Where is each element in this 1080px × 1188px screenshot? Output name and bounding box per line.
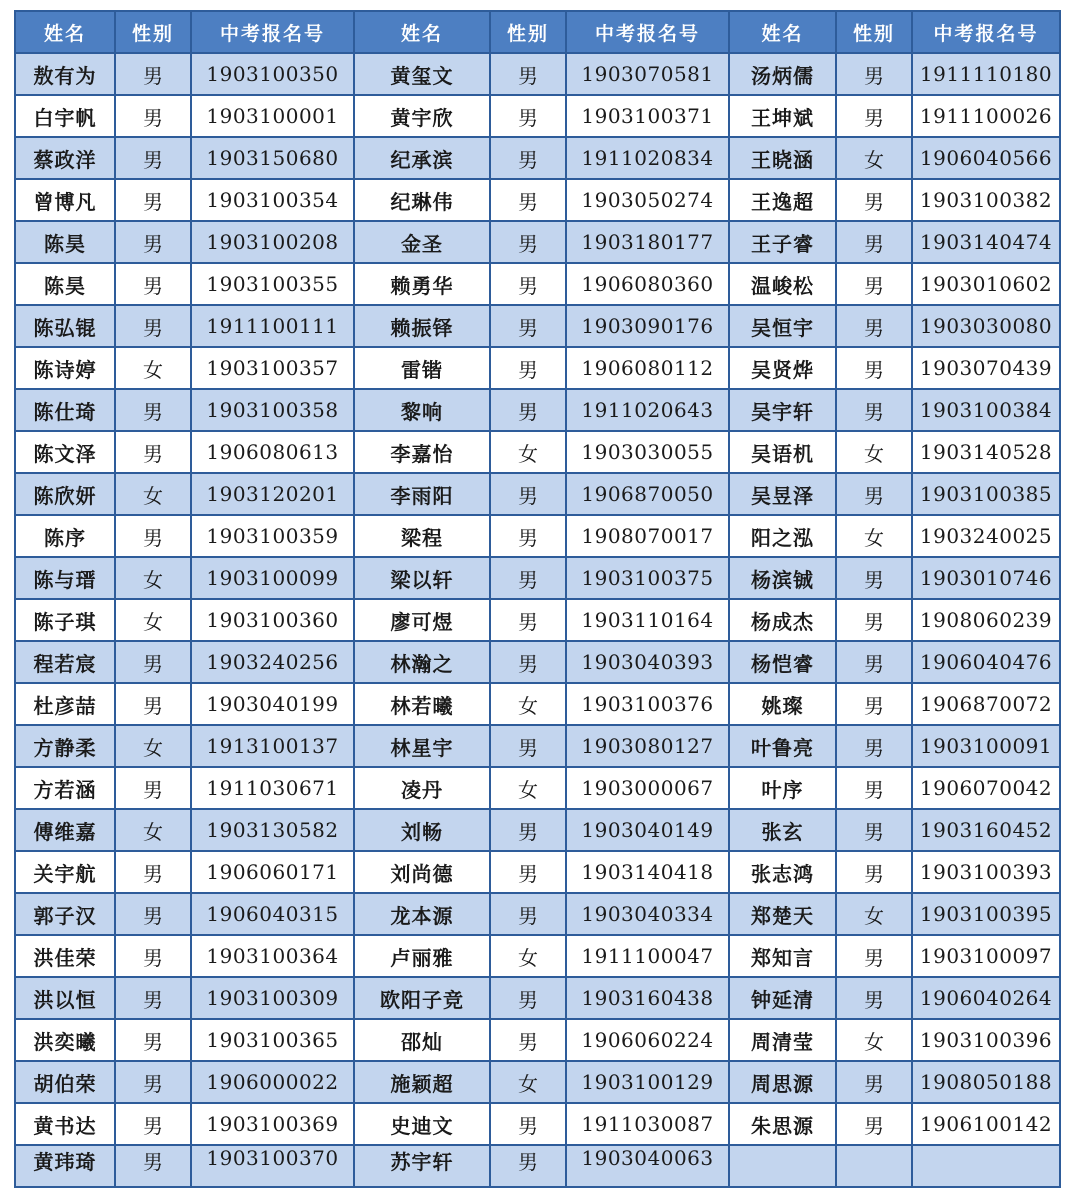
student-name-cell: 黄玺文 — [354, 53, 490, 95]
exam-number-cell: 1906040566 — [912, 137, 1060, 179]
exam-number-cell: 1903100309 — [191, 977, 354, 1019]
gender-cell: 男 — [490, 389, 566, 431]
student-name-cell: 李雨阳 — [354, 473, 490, 515]
gender-cell: 男 — [490, 641, 566, 683]
table-row — [15, 137, 1060, 179]
gender-cell: 男 — [836, 389, 912, 431]
student-name-cell: 陈文泽 — [15, 431, 115, 473]
student-name-cell: 卢丽雅 — [354, 935, 490, 977]
header-gender-2: 性别 — [490, 11, 566, 53]
exam-number-cell: 1903100354 — [191, 179, 354, 221]
exam-number-cell: 1903240025 — [912, 515, 1060, 557]
student-name-cell: 刘畅 — [354, 809, 490, 851]
exam-number-cell: 1908070017 — [566, 515, 729, 557]
exam-number-cell: 1903100376 — [566, 683, 729, 725]
student-name-cell: 黄玮琦 — [15, 1145, 115, 1187]
student-name-cell: 纪琳伟 — [354, 179, 490, 221]
table-row — [15, 1019, 1060, 1061]
gender-cell: 女 — [490, 431, 566, 473]
student-name-cell: 王晓涵 — [729, 137, 836, 179]
header-exam-number-2: 中考报名号 — [566, 11, 729, 53]
gender-cell: 男 — [490, 977, 566, 1019]
exam-number-cell: 1903140418 — [566, 851, 729, 893]
exam-number-cell: 1903100350 — [191, 53, 354, 95]
student-name-cell: 洪奕曦 — [15, 1019, 115, 1061]
gender-cell: 男 — [490, 1103, 566, 1145]
gender-cell: 女 — [115, 809, 191, 851]
gender-cell: 男 — [115, 893, 191, 935]
exam-number-cell: 1903070581 — [566, 53, 729, 95]
student-name-cell: 陈序 — [15, 515, 115, 557]
header-name-2: 姓名 — [354, 11, 490, 53]
gender-cell: 男 — [490, 599, 566, 641]
student-name-cell: 周思源 — [729, 1061, 836, 1103]
student-name-cell: 赖勇华 — [354, 263, 490, 305]
table-row — [15, 347, 1060, 389]
student-name-cell: 吴宇轩 — [729, 389, 836, 431]
gender-cell: 男 — [490, 725, 566, 767]
exam-number-cell: 1903240256 — [191, 641, 354, 683]
student-name-cell: 林星宇 — [354, 725, 490, 767]
gender-cell: 男 — [836, 95, 912, 137]
exam-number-cell: 1911020643 — [566, 389, 729, 431]
exam-number-cell: 1911100047 — [566, 935, 729, 977]
student-name-cell: 金圣 — [354, 221, 490, 263]
exam-number-cell: 1903140528 — [912, 431, 1060, 473]
student-name-cell: 杜彦喆 — [15, 683, 115, 725]
student-name-cell: 姚璨 — [729, 683, 836, 725]
gender-cell: 男 — [836, 1103, 912, 1145]
gender-cell: 男 — [115, 1019, 191, 1061]
exam-number-cell: 1903050274 — [566, 179, 729, 221]
header-name-3: 姓名 — [729, 11, 836, 53]
table-row — [15, 473, 1060, 515]
table-row — [15, 1061, 1060, 1103]
table-row — [15, 431, 1060, 473]
student-name-cell: 温峻松 — [729, 263, 836, 305]
gender-cell: 男 — [490, 557, 566, 599]
exam-number-cell: 1906000022 — [191, 1061, 354, 1103]
exam-number-cell: 1903100384 — [912, 389, 1060, 431]
gender-cell: 男 — [490, 221, 566, 263]
gender-cell: 男 — [490, 53, 566, 95]
table-row — [15, 683, 1060, 725]
gender-cell: 男 — [115, 851, 191, 893]
student-name-cell: 郭子汉 — [15, 893, 115, 935]
exam-number-cell: 1903130582 — [191, 809, 354, 851]
student-name-cell: 施颖超 — [354, 1061, 490, 1103]
student-name-cell: 敖有为 — [15, 53, 115, 95]
exam-number-cell: 1903080127 — [566, 725, 729, 767]
student-name-cell: 钟延清 — [729, 977, 836, 1019]
student-name-cell: 陈欣妍 — [15, 473, 115, 515]
student-name-cell: 杨恺睿 — [729, 641, 836, 683]
gender-cell: 女 — [115, 347, 191, 389]
exam-number-cell: 1906060224 — [566, 1019, 729, 1061]
gender-cell: 男 — [490, 809, 566, 851]
student-name-cell: 关宇航 — [15, 851, 115, 893]
gender-cell: 男 — [115, 221, 191, 263]
gender-cell: 男 — [836, 263, 912, 305]
gender-cell: 男 — [115, 179, 191, 221]
header-gender-3: 性别 — [836, 11, 912, 53]
gender-cell: 女 — [115, 473, 191, 515]
student-name-cell: 邵灿 — [354, 1019, 490, 1061]
gender-cell: 男 — [115, 431, 191, 473]
gender-cell: 男 — [115, 1145, 191, 1187]
student-name-cell: 王子睿 — [729, 221, 836, 263]
student-name-cell: 苏宇轩 — [354, 1145, 490, 1187]
student-name-cell: 汤炳儒 — [729, 53, 836, 95]
student-name-cell: 欧阳子竞 — [354, 977, 490, 1019]
gender-cell: 女 — [836, 515, 912, 557]
exam-number-cell: 1903100382 — [912, 179, 1060, 221]
student-name-cell: 梁以轩 — [354, 557, 490, 599]
exam-number-cell: 1908060239 — [912, 599, 1060, 641]
gender-cell: 男 — [115, 1103, 191, 1145]
exam-number-cell: 1906080112 — [566, 347, 729, 389]
student-name-cell: 傅维嘉 — [15, 809, 115, 851]
exam-number-cell: 1903030080 — [912, 305, 1060, 347]
gender-cell: 男 — [115, 977, 191, 1019]
gender-cell: 男 — [836, 305, 912, 347]
student-name-cell: 林若曦 — [354, 683, 490, 725]
exam-number-cell: 1903040149 — [566, 809, 729, 851]
gender-cell: 女 — [836, 137, 912, 179]
gender-cell: 女 — [836, 893, 912, 935]
gender-cell: 男 — [490, 515, 566, 557]
student-name-cell: 林瀚之 — [354, 641, 490, 683]
student-name-cell: 朱思源 — [729, 1103, 836, 1145]
exam-number-cell: 1903150680 — [191, 137, 354, 179]
table-row — [15, 893, 1060, 935]
student-name-cell: 曾博凡 — [15, 179, 115, 221]
gender-cell: 女 — [490, 935, 566, 977]
table-row — [15, 599, 1060, 641]
roster-body — [15, 53, 1060, 1187]
exam-number-cell: 1906100142 — [912, 1103, 1060, 1145]
header-name-1: 姓名 — [15, 11, 115, 53]
student-name-cell: 纪承滨 — [354, 137, 490, 179]
gender-cell: 男 — [836, 53, 912, 95]
student-name-cell: 阳之泓 — [729, 515, 836, 557]
student-name-cell: 周清莹 — [729, 1019, 836, 1061]
student-name-cell: 王坤斌 — [729, 95, 836, 137]
exam-number-cell: 1903140474 — [912, 221, 1060, 263]
student-name-cell: 杨滨铖 — [729, 557, 836, 599]
gender-cell: 男 — [115, 683, 191, 725]
gender-cell: 男 — [115, 641, 191, 683]
table-row — [15, 977, 1060, 1019]
exam-number-cell: 1906870050 — [566, 473, 729, 515]
exam-number-cell: 1906870072 — [912, 683, 1060, 725]
header-exam-number-3: 中考报名号 — [912, 11, 1060, 53]
gender-cell: 男 — [836, 179, 912, 221]
exam-number-cell: 1906080613 — [191, 431, 354, 473]
gender-cell: 男 — [836, 473, 912, 515]
exam-number-cell: 1903100393 — [912, 851, 1060, 893]
exam-number-cell: 1911030087 — [566, 1103, 729, 1145]
gender-cell: 男 — [490, 95, 566, 137]
exam-number-cell: 1903100370 — [191, 1145, 354, 1187]
student-name-cell: 李嘉怡 — [354, 431, 490, 473]
student-name-cell: 黎响 — [354, 389, 490, 431]
header-exam-number-1: 中考报名号 — [191, 11, 354, 53]
gender-cell: 男 — [115, 305, 191, 347]
exam-number-cell: 1903100099 — [191, 557, 354, 599]
exam-number-cell: 1903180177 — [566, 221, 729, 263]
gender-cell — [836, 1145, 912, 1187]
exam-number-cell: 1903110164 — [566, 599, 729, 641]
table-row — [15, 935, 1060, 977]
gender-cell: 男 — [836, 557, 912, 599]
gender-cell: 男 — [836, 725, 912, 767]
gender-cell: 男 — [490, 137, 566, 179]
exam-number-cell: 1906040315 — [191, 893, 354, 935]
gender-cell: 男 — [836, 599, 912, 641]
exam-number-cell — [912, 1145, 1060, 1187]
gender-cell: 女 — [836, 1019, 912, 1061]
student-name-cell: 程若宸 — [15, 641, 115, 683]
exam-number-cell: 1903040393 — [566, 641, 729, 683]
gender-cell: 女 — [490, 1061, 566, 1103]
gender-cell: 男 — [836, 1061, 912, 1103]
student-name-cell: 黄书达 — [15, 1103, 115, 1145]
table-row — [15, 221, 1060, 263]
table-row — [15, 641, 1060, 683]
exam-number-cell: 1903100097 — [912, 935, 1060, 977]
gender-cell: 男 — [490, 305, 566, 347]
exam-number-cell: 1903090176 — [566, 305, 729, 347]
exam-roster-table — [14, 10, 1061, 1188]
exam-number-cell: 1903100129 — [566, 1061, 729, 1103]
student-name-cell: 叶序 — [729, 767, 836, 809]
exam-number-cell: 1911110180 — [912, 53, 1060, 95]
gender-cell: 男 — [115, 95, 191, 137]
student-name-cell: 吴恒宇 — [729, 305, 836, 347]
exam-number-cell: 1903100208 — [191, 221, 354, 263]
gender-cell: 男 — [490, 851, 566, 893]
student-name-cell: 洪以恒 — [15, 977, 115, 1019]
exam-number-cell: 1903100001 — [191, 95, 354, 137]
gender-cell: 男 — [836, 935, 912, 977]
table-row — [15, 305, 1060, 347]
student-name-cell: 梁程 — [354, 515, 490, 557]
student-name-cell: 方若涵 — [15, 767, 115, 809]
gender-cell: 男 — [490, 263, 566, 305]
exam-number-cell: 1903040199 — [191, 683, 354, 725]
exam-number-cell: 1911100111 — [191, 305, 354, 347]
gender-cell: 女 — [115, 725, 191, 767]
gender-cell: 男 — [490, 179, 566, 221]
table-row — [15, 389, 1060, 431]
exam-number-cell: 1903100396 — [912, 1019, 1060, 1061]
gender-cell: 男 — [836, 347, 912, 389]
exam-number-cell: 1906040476 — [912, 641, 1060, 683]
gender-cell: 男 — [836, 767, 912, 809]
exam-number-cell: 1911030671 — [191, 767, 354, 809]
exam-number-cell: 1903160438 — [566, 977, 729, 1019]
gender-cell: 男 — [115, 263, 191, 305]
exam-number-cell: 1911100026 — [912, 95, 1060, 137]
exam-number-cell: 1903100375 — [566, 557, 729, 599]
gender-cell: 男 — [115, 53, 191, 95]
student-name-cell: 陈子琪 — [15, 599, 115, 641]
table-row — [15, 725, 1060, 767]
exam-number-cell: 1903100359 — [191, 515, 354, 557]
table-row — [15, 95, 1060, 137]
table-row — [15, 53, 1060, 95]
student-name-cell: 陈与瑨 — [15, 557, 115, 599]
table-row — [15, 851, 1060, 893]
gender-cell: 男 — [836, 977, 912, 1019]
exam-number-cell: 1911020834 — [566, 137, 729, 179]
student-name-cell: 黄宇欣 — [354, 95, 490, 137]
exam-number-cell: 1903100091 — [912, 725, 1060, 767]
student-name-cell: 叶鲁亮 — [729, 725, 836, 767]
student-name-cell: 郑楚天 — [729, 893, 836, 935]
table-row — [15, 1145, 1060, 1187]
table-row — [15, 767, 1060, 809]
gender-cell: 男 — [490, 473, 566, 515]
exam-number-cell: 1903120201 — [191, 473, 354, 515]
student-name-cell: 雷锴 — [354, 347, 490, 389]
exam-number-cell: 1903100365 — [191, 1019, 354, 1061]
exam-number-cell: 1903100355 — [191, 263, 354, 305]
gender-cell: 男 — [836, 641, 912, 683]
exam-number-cell: 1903100371 — [566, 95, 729, 137]
exam-number-cell: 1903040063 — [566, 1145, 729, 1187]
gender-cell: 女 — [115, 557, 191, 599]
table-row — [15, 557, 1060, 599]
gender-cell: 女 — [490, 683, 566, 725]
student-name-cell: 吴昱泽 — [729, 473, 836, 515]
gender-cell: 女 — [836, 431, 912, 473]
student-name-cell: 陈诗婷 — [15, 347, 115, 389]
gender-cell: 男 — [115, 389, 191, 431]
exam-number-cell: 1903040334 — [566, 893, 729, 935]
exam-number-cell: 1903010602 — [912, 263, 1060, 305]
student-name-cell: 杨成杰 — [729, 599, 836, 641]
exam-number-cell: 1903010746 — [912, 557, 1060, 599]
student-name-cell: 张玄 — [729, 809, 836, 851]
student-name-cell — [729, 1145, 836, 1187]
exam-number-cell: 1903100369 — [191, 1103, 354, 1145]
exam-number-cell: 1906080360 — [566, 263, 729, 305]
exam-number-cell: 1903000067 — [566, 767, 729, 809]
gender-cell: 男 — [115, 767, 191, 809]
student-name-cell: 陈弘锟 — [15, 305, 115, 347]
exam-number-cell: 1903100358 — [191, 389, 354, 431]
student-name-cell: 张志鸿 — [729, 851, 836, 893]
gender-cell: 女 — [115, 599, 191, 641]
student-name-cell: 赖振铎 — [354, 305, 490, 347]
gender-cell: 男 — [836, 683, 912, 725]
roster-table-container — [14, 10, 1061, 1188]
gender-cell: 男 — [115, 515, 191, 557]
student-name-cell: 吴贤烨 — [729, 347, 836, 389]
student-name-cell: 吴语机 — [729, 431, 836, 473]
table-row — [15, 515, 1060, 557]
header-row — [15, 11, 1060, 53]
student-name-cell: 刘尚德 — [354, 851, 490, 893]
student-name-cell: 陈仕琦 — [15, 389, 115, 431]
student-name-cell: 王逸超 — [729, 179, 836, 221]
student-name-cell: 方静柔 — [15, 725, 115, 767]
gender-cell: 男 — [115, 1061, 191, 1103]
gender-cell: 男 — [115, 137, 191, 179]
student-name-cell: 洪佳荣 — [15, 935, 115, 977]
student-name-cell: 廖可煜 — [354, 599, 490, 641]
student-name-cell: 胡伯荣 — [15, 1061, 115, 1103]
gender-cell: 男 — [836, 851, 912, 893]
table-row — [15, 263, 1060, 305]
gender-cell: 男 — [836, 809, 912, 851]
exam-number-cell: 1906070042 — [912, 767, 1060, 809]
gender-cell: 男 — [490, 893, 566, 935]
student-name-cell: 蔡政洋 — [15, 137, 115, 179]
gender-cell: 男 — [490, 1019, 566, 1061]
student-name-cell: 史迪文 — [354, 1103, 490, 1145]
gender-cell: 男 — [490, 347, 566, 389]
student-name-cell: 郑知言 — [729, 935, 836, 977]
gender-cell: 男 — [115, 935, 191, 977]
exam-number-cell: 1903100364 — [191, 935, 354, 977]
gender-cell: 男 — [836, 221, 912, 263]
exam-number-cell: 1906040264 — [912, 977, 1060, 1019]
student-name-cell: 龙本源 — [354, 893, 490, 935]
exam-number-cell: 1913100137 — [191, 725, 354, 767]
gender-cell: 男 — [490, 1145, 566, 1187]
table-row — [15, 179, 1060, 221]
student-name-cell: 陈昊 — [15, 263, 115, 305]
exam-number-cell: 1903070439 — [912, 347, 1060, 389]
exam-number-cell: 1903100385 — [912, 473, 1060, 515]
student-name-cell: 陈昊 — [15, 221, 115, 263]
exam-number-cell: 1903100360 — [191, 599, 354, 641]
exam-number-cell: 1903100395 — [912, 893, 1060, 935]
student-name-cell: 凌丹 — [354, 767, 490, 809]
student-name-cell: 白宇帆 — [15, 95, 115, 137]
table-row — [15, 809, 1060, 851]
gender-cell: 女 — [490, 767, 566, 809]
exam-number-cell: 1908050188 — [912, 1061, 1060, 1103]
exam-number-cell: 1903030055 — [566, 431, 729, 473]
exam-number-cell: 1906060171 — [191, 851, 354, 893]
table-row — [15, 1103, 1060, 1145]
header-gender-1: 性别 — [115, 11, 191, 53]
exam-number-cell: 1903100357 — [191, 347, 354, 389]
exam-number-cell: 1903160452 — [912, 809, 1060, 851]
